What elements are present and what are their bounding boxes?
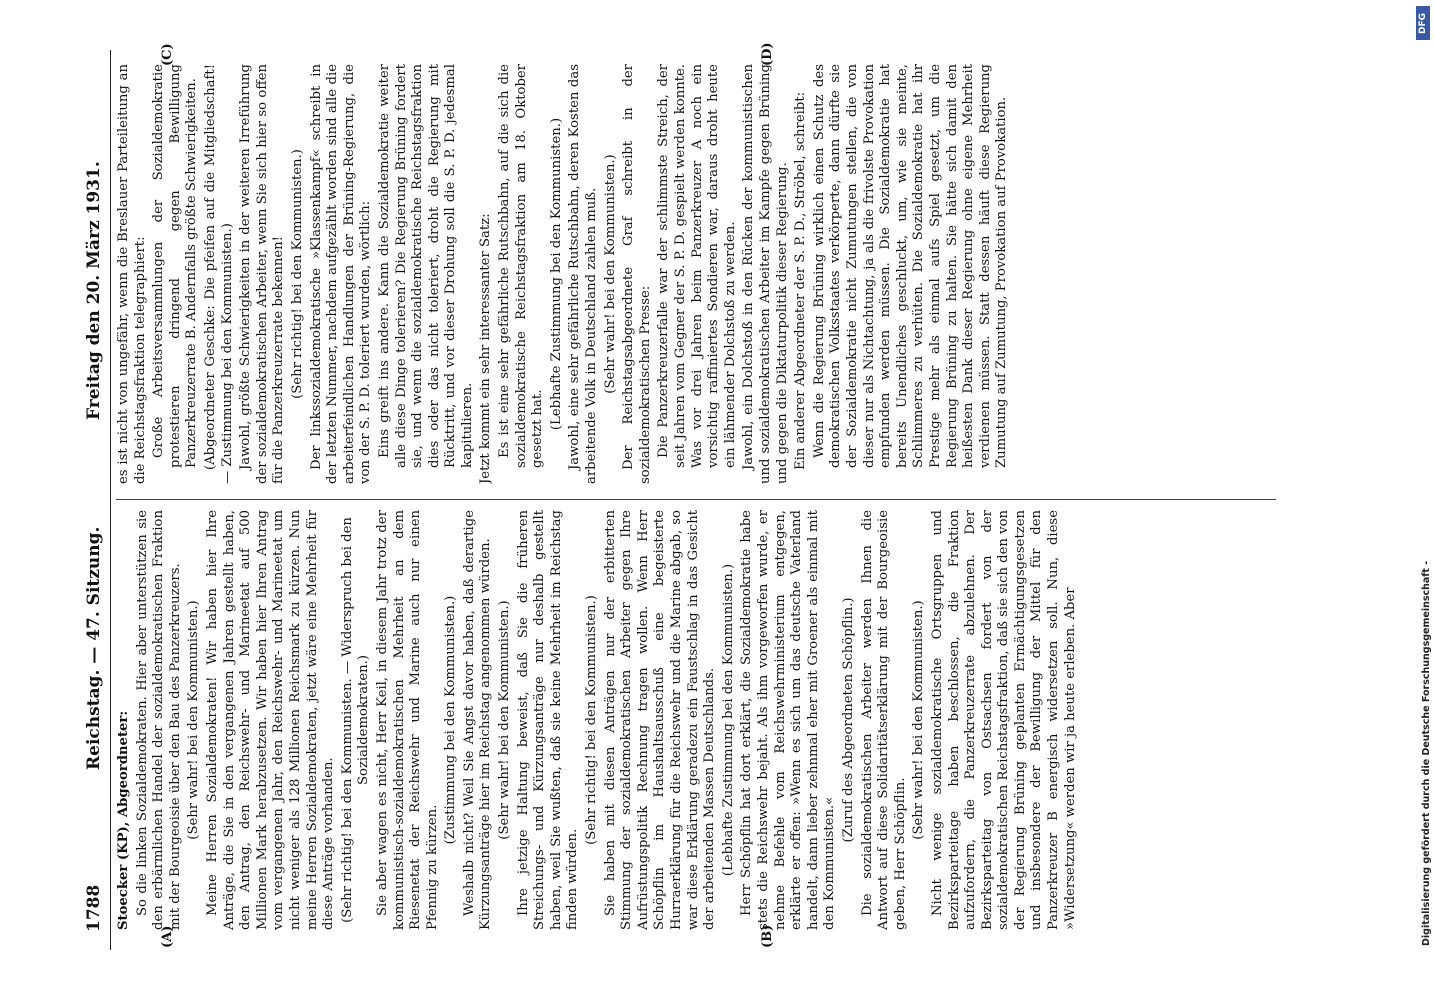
paragraph: Jawohl, ein Dolchstoß in den Rücken der kommunistischen und sozialdemokratischen Arbeiter im Kampfe gegen Brüning und gegen die Diktaturpolitik dieser Regierung. bbox=[741, 64, 790, 484]
interjection: (Sehr wahr! bei den Kommunisten.) bbox=[186, 600, 202, 840]
quotation: Große Arbeitsversammlungen der Sozialdemokratie protestieren dringend gegen Bewilligung Panzerkreuzerrate B. Andernfalls größte Schwierigkeiten. bbox=[151, 64, 200, 468]
paragraph: Ihre jetzige Haltung beweist, daß Sie die früheren Streichungs- und Kürzungsanträge nur deshalb gestellt haben, weil Sie wußten, daß sie keine Mehrheit im Reichstag finden würden. bbox=[515, 510, 581, 930]
left-column bbox=[116, 510, 1296, 930]
paragraph: Jawohl, eine sehr gefährliche Rutschbahn, deren Kosten das arbeitende Volk in Deutschland zahlen muß. bbox=[567, 64, 600, 484]
paragraph: Jawohl, größte Schwierigkeiten in der weiteren Irreführung der sozialdemokratischen Arbeiter, wenn Sie sich hier so offen für die Panzerkreuzerrate bekennen! bbox=[238, 64, 287, 484]
quotation: Eins greift ins andere. Kann die Sozialdemokratie weiter alle diese Dinge tolerieren? Die Regierung Brüning fordert sie, und wenn die sozialdemokratische Reichstagsfraktion dies oder das nicht toleriert, droht die Regierung mit Rücktritt, und vor dieser Drohung soll die S. P. D. jedesmal kapitulieren. bbox=[376, 64, 475, 468]
digitization-note: Digitalisierung gefördert durch die Deutsche Forschungsgemeinschaft - bbox=[1421, 560, 1432, 946]
interjection: (Zustimmung bei den Kommunisten.) bbox=[443, 595, 459, 845]
paragraph: Nicht wenige sozialdemokratische Ortsgruppen und Bezirksparteitage haben beschlossen, die Fraktion aufzufordern, die Panzerkreuzerrate abzulehnen. Der Bezirksparteitag von Ostsachsen fordert von der sozialdemokratischen Reichstagsfraktion, daß sie sich den von der Regierung Brüning geplanten Ermächtigungsgesetzen und insbesondere der Bewilligung der Mittel für den Panzerkreuzer B energisch widersetzen soll. Nun, diese »Widersetzung« werden wir ja heute erleben. Aber bbox=[929, 510, 1078, 930]
margin-marker-c: (C) bbox=[160, 43, 175, 66]
quotation: Wenn die Regierung Brüning wirklich einen Schutz des demokratischen Volksstaates verkörperte, dann dürfte sie der Sozialdemokratie nicht Zumutungen stellen, die von dieser nur als Nichtachtung, ja als die frivolste Provokation empfunden werden müssen. Die Sozialdemokratie hat bereits Unendliches geschluckt, um, wie sie meinte, Schlimmeres zu verhüten. Die Sozialdemokratie hat ihr Prestige mehr als einmal aufs Spiel gesetzt, um die Regierung Brüning zu halten. Sie hätte sich damit den heißesten Dank dieser Regierung ohne eigene Mehrheit verdienen müssen. Statt dessen häuft diese Regierung Zumutung auf Zumutung, Provokation auf Provokation. bbox=[811, 64, 1010, 468]
session-title: Reichstag. — 47. Sitzung. bbox=[84, 526, 104, 770]
dfg-logo: DFG bbox=[1416, 6, 1430, 40]
interjection: (Lebhafte Zustimmung bei den Kommunisten.) bbox=[720, 563, 736, 877]
paragraph: Der Reichstagsabgeordnete Graf schreibt in der sozialdemokratischen Presse: bbox=[621, 64, 653, 484]
paragraph: Der linkssozialdemokratische »Klassenkampf« schreibt in der letzten Nummer, nachdem aufgezählt worden sind alle die arbeiterfeindlichen Handlungen der Brüning-Regierung, die von der S. P. D. toleriert wurden, wörtlich: bbox=[308, 64, 374, 484]
paragraph: Jetzt kommt ein sehr interessanter Satz: bbox=[478, 213, 494, 484]
paragraph: Meine Herren Sozialdemokraten! Wir haben hier Ihre Anträge, die Sie in den vergangenen Jahren gestellt haben, den Antrag, den Reichswehr- und Marineetat auf 500 Millionen Mark herabzusetzen. Wir haben hier Ihren Antrag vom vergangenen Jahr, den Reichswehr- und Marineetat um nicht weniger als 128 Millionen Reichsmark zu kürzen. Nun meine Herren Sozialdemokraten, jetzt wäre eine Mehrheit für diese Anträge vorhanden. bbox=[204, 510, 337, 930]
paragraph: es ist nicht von ungefähr, wenn die Breslauer Parteileitung an die Reichstagsfraktion telegraphiert: bbox=[116, 64, 148, 484]
column-divider bbox=[116, 499, 1276, 500]
speaker-line: Stoecker (KP), Abgeordneter: bbox=[116, 710, 131, 930]
interjection: (Sehr wahr! bei den Kommunisten.) bbox=[911, 600, 927, 840]
interjection: (Sehr richtig! bei den Kommunisten.) bbox=[289, 149, 305, 399]
rotated-page bbox=[70, 42, 1320, 950]
paragraph: Die sozialdemokratischen Arbeiter werden Ihnen die Antwort auf diese Solidaritätserklärung mit der Bourgeoisie geben, Herr Schöpflin. bbox=[859, 510, 908, 930]
margin-marker-b: (B) bbox=[760, 924, 775, 948]
page-number: 1788 bbox=[84, 884, 104, 932]
interjection: (Lebhafte Zustimmung bei den Kommunisten.) bbox=[548, 117, 564, 431]
margin-marker-a: (A) bbox=[160, 925, 175, 948]
right-column bbox=[116, 64, 1296, 484]
interjection: (Sehr richtig! bei den Kommunisten.) bbox=[584, 595, 600, 845]
paragraph: So die linken Sozialdemokraten. Hier aber unterstützen sie den erbärmlichen Handel der sozialdemokratischen Fraktion mit der Bourgeoisie über den Bau des Panzerkreuzers. bbox=[134, 510, 183, 930]
interjection: (Sehr richtig! bei den Kommunisten. — Widerspruch bei den Sozialdemokraten.) bbox=[339, 517, 372, 923]
interjection: (Sehr wahr! bei den Kommunisten.) bbox=[602, 154, 618, 394]
interjection: (Zuruf des Abgeordneten Schöpflin.) bbox=[840, 597, 856, 843]
paragraph: Weshalb nicht? Weil Sie Angst davor haben, daß derartige Kürzungsanträge hier im Reichstag angenommen würden. bbox=[461, 510, 494, 930]
interjection: (Sehr wahr! bei den Kommunisten.) bbox=[497, 600, 513, 840]
quotation: Die Panzerkreuzerfalle war der schlimmste Streich, der seit Jahren vom Gegner der S. P. D. gespielt werden konnte. Was vor drei Jahren beim Panzerkreuzer A noch ein vorsichtig raffiniertes Sondieren war, daraus droht heute ein lähmender Dolchstoß zu werden. bbox=[656, 64, 738, 468]
session-date: Freitag den 20. März 1931. bbox=[84, 161, 104, 420]
paragraph: Ein anderer Abgeordneter der S. P. D., Ströbel, schreibt: bbox=[793, 91, 809, 470]
interjection: (Abgeordneter Geschke: Die pfeifen auf die Mitgliedschaft! — Zustimmung bei den Kommunisten.) bbox=[202, 64, 235, 484]
paragraph: Sie aber wagen es nicht, Herr Keil, in diesem Jahr trotz der kommunistisch-sozialdemokratischen Mehrheit an dem Riesenetat der Reichswehr und Marine auch nur einen Pfennig zu kürzen. bbox=[374, 510, 440, 930]
paragraph: Herr Schöpflin hat dort erklärt, die Sozialdemokratie habe stets die Reichswehr bejaht. Als ihm vorgeworfen wurde, er nehme Befehle vom Reichswehrministerium entgegen, erklärte er offen: »Wenn es sich um das deutsche Vaterland handelt, dann lieber zehnmal eher mit Groener als einmal mit den Kommunisten.« bbox=[739, 510, 838, 930]
paragraph: Sie haben mit diesen Anträgen nur der erbitterten Stimmung der sozialdemokratischen Arbeiter gegen Ihre Aufrüstungspolitik Rechnung tragen wollen. Wenn Herr Schöpflin im Haushaltsausschuß eine begeisterte Hurraerklärung für die Reichswehr und die Marine abgab, so war diese Erklärung geradezu ein Faustschlag in das Gesicht der arbeitenden Massen Deutschlands. bbox=[602, 510, 718, 930]
page-header bbox=[70, 50, 111, 950]
quotation: Es ist eine sehr gefährliche Rutschbahn, auf die sich die sozialdemokratische Reichstagsfraktion am 18. Oktober gesetzt hat. bbox=[497, 64, 546, 468]
margin-marker-d: (D) bbox=[760, 42, 775, 66]
